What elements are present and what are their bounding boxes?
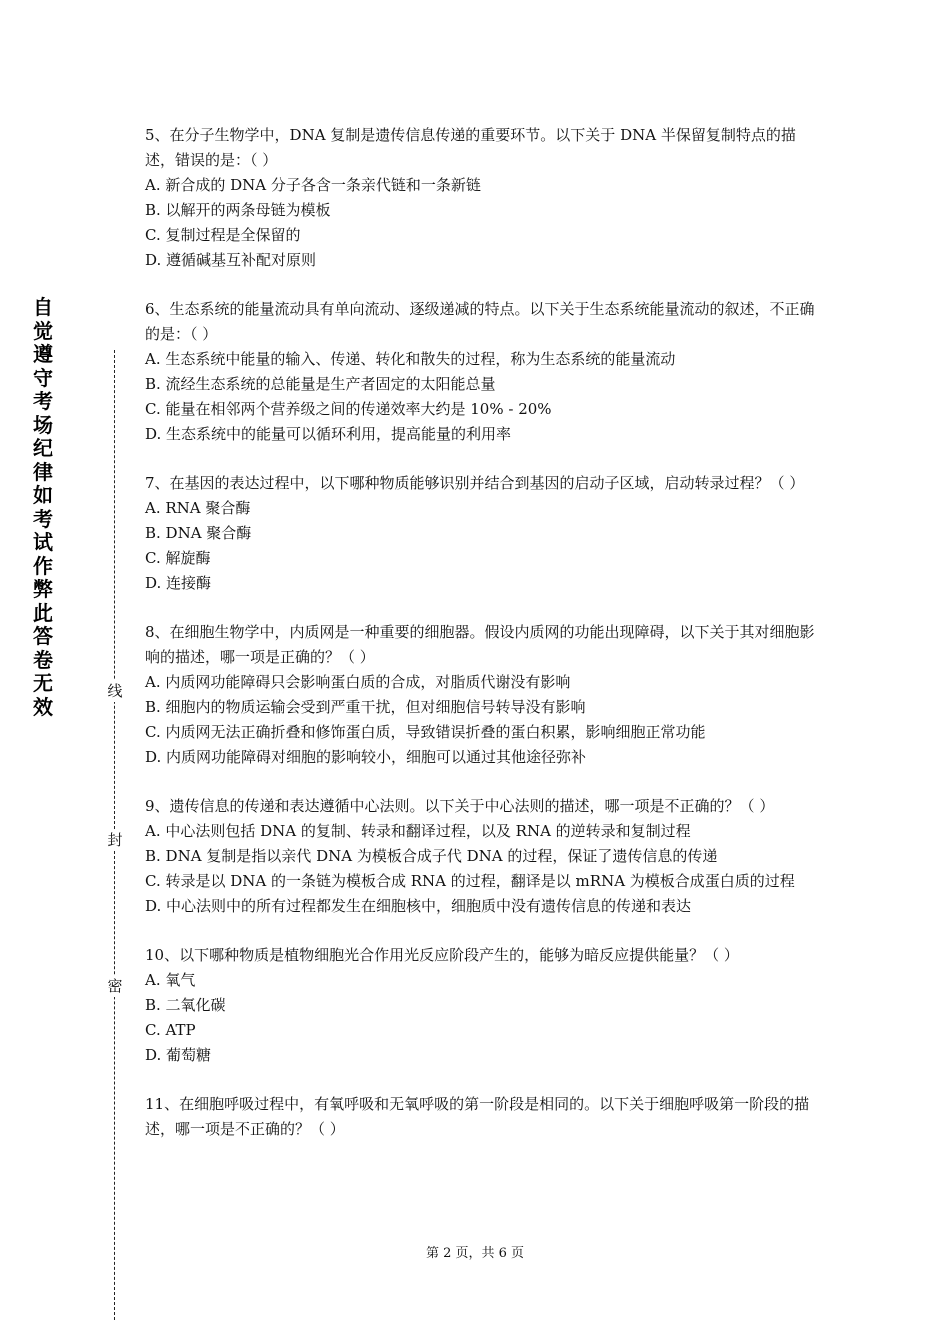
question-10 bbox=[145, 943, 817, 1068]
notice-char: 效 bbox=[33, 694, 53, 719]
notice-char: 守 bbox=[33, 365, 53, 390]
option-c: C. 复制过程是全保留的 bbox=[145, 226, 301, 244]
option-d: D. 遵循碱基互补配对原则 bbox=[145, 251, 317, 269]
question-list bbox=[145, 123, 817, 1166]
question-7 bbox=[145, 471, 817, 596]
option-d: D. 葡萄糖 bbox=[145, 1046, 212, 1064]
question-stem: 11、在细胞呼吸过程中，有氧呼吸和无氧呼吸的第一阶段是相同的。以下关于细胞呼吸第一阶段的描述，哪一项是不正确的？（ ） bbox=[145, 1095, 810, 1138]
question-5 bbox=[145, 123, 817, 273]
question-stem: 6、生态系统的能量流动具有单向流动、逐级递减的特点。以下关于生态系统能量流动的叙述，不正确的是：（ ） bbox=[145, 300, 815, 343]
page-footer: 第 2 页，共 6 页 bbox=[425, 1246, 525, 1261]
question-stem: 8、在细胞生物学中，内质网是一种重要的细胞器。假设内质网的功能出现障碍，以下关于其对细胞影响的描述，哪一项是正确的？（ ） bbox=[145, 623, 815, 666]
option-a: A. 内质网功能障碍只会影响蛋白质的合成，对脂质代谢没有影响 bbox=[145, 673, 571, 691]
question-8 bbox=[145, 620, 817, 770]
question-stem: 10、以下哪种物质是植物细胞光合作用光反应阶段产生的，能够为暗反应提供能量？（ ） bbox=[145, 946, 739, 964]
seal-mark-seal: 封 bbox=[104, 829, 126, 851]
notice-char: 答 bbox=[33, 624, 53, 648]
notice-char: 自 bbox=[33, 295, 53, 319]
option-b: B. DNA 聚合酶 bbox=[145, 524, 252, 542]
question-11 bbox=[145, 1092, 817, 1142]
option-c: C. 解旋酶 bbox=[145, 549, 211, 567]
option-b: B. 二氧化碳 bbox=[145, 996, 226, 1014]
notice-char: 此 bbox=[33, 600, 53, 625]
notice-char: 遵 bbox=[33, 342, 53, 366]
notice-char: 如 bbox=[33, 483, 53, 507]
option-b: B. 以解开的两条母链为模板 bbox=[145, 201, 331, 219]
seal-mark-line: 线 bbox=[104, 680, 126, 702]
notice-char: 考 bbox=[33, 389, 53, 413]
option-c: C. 能量在相邻两个营养级之间的传递效率大约是 10% - 20% bbox=[145, 400, 552, 418]
notice-char: 考 bbox=[33, 506, 53, 531]
option-a: A. 生态系统中能量的输入、传递、转化和散失的过程，称为生态系统的能量流动 bbox=[145, 350, 676, 368]
notice-char: 卷 bbox=[33, 647, 53, 672]
notice-char: 试 bbox=[33, 530, 53, 554]
option-d: D. 生态系统中的能量可以循环利用，提高能量的利用率 bbox=[145, 425, 512, 443]
option-d: D. 内质网功能障碍对细胞的影响较小，细胞可以通过其他途径弥补 bbox=[145, 748, 587, 766]
option-c: C. ATP bbox=[145, 1021, 196, 1039]
option-a: A. 中心法则包括 DNA 的复制、转录和翻译过程，以及 RNA 的逆转录和复制过程 bbox=[145, 822, 691, 840]
question-stem: 5、在分子生物学中，DNA 复制是遗传信息传递的重要环节。以下关于 DNA 半保留复制特点的描述，错误的是：（ ） bbox=[145, 126, 796, 169]
option-c: C. 转录是以 DNA 的一条链为模板合成 RNA 的过程，翻译是以 mRNA 为模板合成蛋白质的过程 bbox=[145, 872, 795, 890]
option-d: D. 连接酶 bbox=[145, 574, 212, 592]
notice-char: 弊 bbox=[33, 577, 53, 601]
option-a: A. RNA 聚合酶 bbox=[145, 499, 251, 517]
notice-char: 律 bbox=[33, 459, 53, 484]
notice-char: 场 bbox=[33, 412, 53, 437]
option-b: B. 流经生态系统的总能量是生产者固定的太阳能总量 bbox=[145, 375, 496, 393]
notice-char: 作 bbox=[33, 553, 53, 578]
option-b: B. 细胞内的物质运输会受到严重干扰，但对细胞信号转导没有影响 bbox=[145, 698, 586, 716]
question-stem: 7、在基因的表达过程中，以下哪种物质能够识别并结合到基因的启动子区域，启动转录过程？（ ） bbox=[145, 474, 805, 492]
question-9 bbox=[145, 794, 817, 919]
notice-char: 纪 bbox=[33, 436, 53, 460]
option-a: A. 新合成的 DNA 分子各含一条亲代链和一条新链 bbox=[145, 176, 481, 194]
seal-mark-dense: 密 bbox=[104, 975, 126, 997]
question-stem: 9、遗传信息的传递和表达遵循中心法则。以下关于中心法则的描述，哪一项是不正确的？（ ） bbox=[145, 797, 775, 815]
notice-char: 觉 bbox=[33, 318, 53, 343]
option-d: D. 中心法则中的所有过程都发生在细胞核中，细胞质中没有遗传信息的传递和表达 bbox=[145, 897, 692, 915]
notice-char: 无 bbox=[33, 671, 53, 695]
option-b: B. DNA 复制是指以亲代 DNA 为模板合成子代 DNA 的过程，保证了遗传信息的传递 bbox=[145, 847, 718, 865]
option-c: C. 内质网无法正确折叠和修饰蛋白质，导致错误折叠的蛋白积累，影响细胞正常功能 bbox=[145, 723, 706, 741]
exam-discipline-notice bbox=[28, 296, 58, 719]
option-a: A. 氧气 bbox=[145, 971, 196, 989]
question-6 bbox=[145, 297, 817, 447]
